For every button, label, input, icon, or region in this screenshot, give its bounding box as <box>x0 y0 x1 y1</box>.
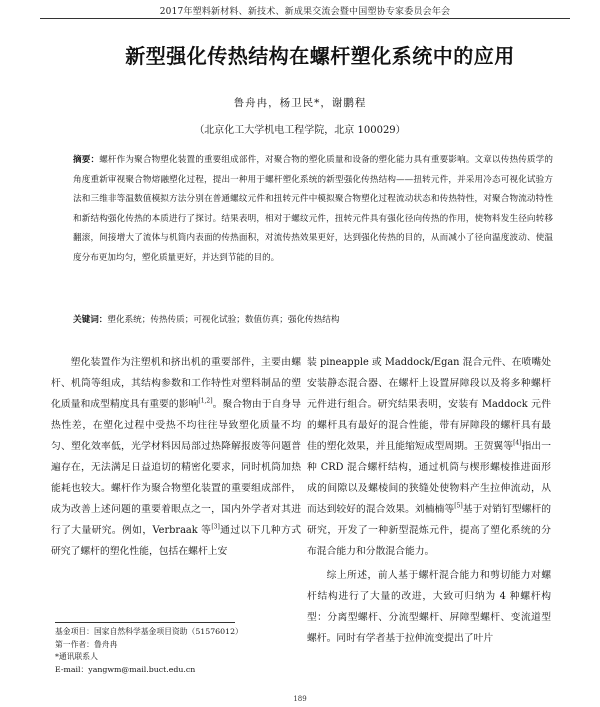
body-paragraph <box>307 352 551 562</box>
body-text: 指出一种 CRD 混合螺杆结构，通过机筒与楔形螺棱推进面形成的间隙以及螺棱间的狭缝处使物料产生拉伸流动，从而达到较好的混合效果。刘楠楠等 <box>307 441 551 515</box>
page-number: 189 <box>293 695 307 703</box>
footnote-rule <box>55 622 235 623</box>
citation: [4] <box>513 439 522 447</box>
body-text: 通过以下几种方式研究了螺杆的塑化性能，包括在螺杆上安 <box>51 525 302 557</box>
body-text: 。聚合物由于自身导热性差，在塑化过程中受热不均往往导致塑化质量不均匀、塑化效率低，光学材料因局部过热降解报废等问题普遍存在，无法满足日益追切的精密化要求，同时机筒加热能耗也较大。螺杆作为聚合物塑化装置的重要组成部件，成为改善上述问题的重要着眼点之一，国内外学者对其进行了大量研究。例如，Verbraak 等 <box>51 399 302 536</box>
paper-affiliation: （北京化工大学机电工程学院，北京 100029） <box>194 125 406 136</box>
abstract-text: 螺杆作为聚合物塑化装置的重要组成部件，对聚合物的塑化质量和设备的塑化能力具有重要影响。文章以传热传质学的角度重新审视聚合物熔融塑化过程，提出一种用于螺杆塑化系统的新型强化传热结构——扭转元件，并采用冷态可视化试验方法和三维非等温数值模拟方法分别在普通螺纹元件和扭转元件中模拟聚合物塑化过程流动状态和传热特性，对聚合物流动特性和新结构强化传热的本质进行了探讨。结果表明，相对于螺纹元件，扭转元件具有强化径向传热的作用，使物料发生径向转移翻滚，间接增大了流体与机筒内表面的传热面积，对流传热效果更好，达到强化传热的目的，从而减小了径向温度波动、使温度分布更加均匀，塑化质量更好，并达到节能的目的。 <box>73 155 553 263</box>
footnotes <box>55 626 315 676</box>
citation: [5] <box>454 502 463 510</box>
body-text: 基于对销钉型螺杆的研究，开发了一种新型混炼元件，提高了塑化系统的分布混合能力和分散混合能力。 <box>307 504 551 557</box>
body-paragraph <box>51 352 301 562</box>
body-paragraph: 综上所述，前人基于螺杆混合能力和剪切能力对螺杆结构进行了大量的改进，大致可归纳为 4 种螺杆构型：分离型螺杆、分流型螺杆、屏障型螺杆、变流道型螺杆。同时有学者基于拉伸流变提出了叶片 <box>307 570 551 644</box>
body-right-column <box>307 352 551 649</box>
body-text: 装 pineapple 或 Maddock/Egan 混合元件、在喷嘴处安装静态混合器、在螺杆上设置屏障段以及将多种螺杆元件进行组合。研究结果表明，安装有 Maddock 元件的螺杆具有最好的混合性能，带有屏障段的螺杆具有最佳的塑化效果，并且能缩短成型周期。王贺翼等 <box>307 357 551 452</box>
body-text: 塑化装置作为注塑机和挤出机的重要部件，主要由螺杆、机筒等组成，其结构参数和工作特性对塑料制品的塑化质量和成型精度具有重要的影响 <box>51 357 301 410</box>
footnote-corresponding: *通讯联系人 <box>55 652 98 661</box>
keywords-label: 关键词： <box>73 315 108 325</box>
paper-title: 新型强化传热结构在螺杆塑化系统中的应用 <box>125 44 515 68</box>
body-left-column <box>51 352 301 562</box>
citation: [3] <box>211 523 220 531</box>
keywords <box>73 313 553 327</box>
footnote-first-author: 第一作者：鲁舟冉 <box>55 639 118 649</box>
citation: [1,2] <box>198 397 213 405</box>
abstract-label: 摘要： <box>73 155 100 165</box>
keywords-text: 塑化系统；传热传质；可视化试验；数值仿真；强化传热结构 <box>107 315 340 325</box>
footnote-email: E-mail：yangwm@mail.buct.edu.cn <box>55 664 196 674</box>
paper-authors: 鲁舟冉，杨卫民*，谢鹏程 <box>233 97 367 109</box>
footnote-fund: 基金项目：国家自然科学基金项目资助（51576012） <box>55 627 243 636</box>
header-rule <box>40 18 570 19</box>
running-header: 2017年塑料新材料、新技术、新成果交流会暨中国塑协专家委员会年会 <box>159 7 451 17</box>
abstract <box>73 151 553 268</box>
